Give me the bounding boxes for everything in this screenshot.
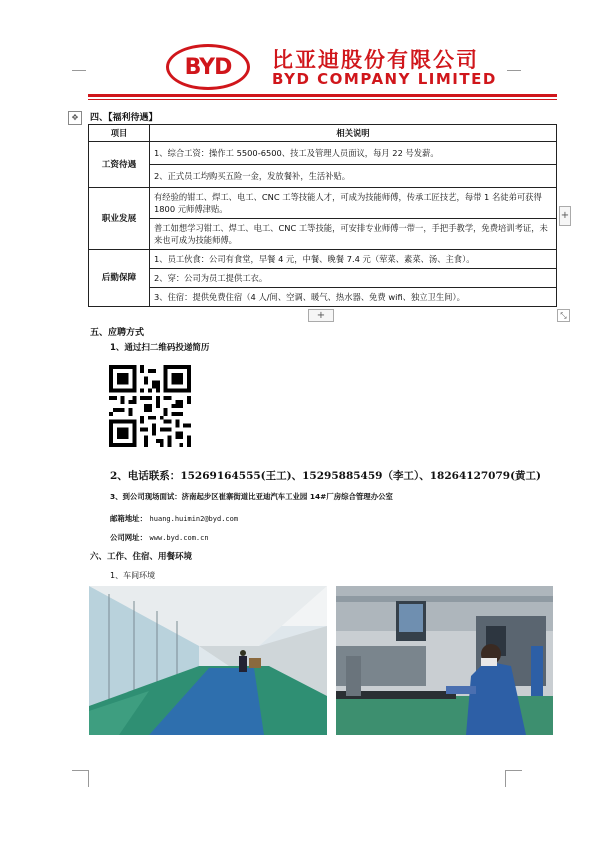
row-item: 1、综合工资：操作工 5500-6500、技工及管理人员面议，每月 22 号发薪。 xyxy=(150,142,557,165)
table-row xyxy=(89,165,557,188)
table-row xyxy=(89,269,557,288)
row-item: 2、正式员工均购买五险一金，发放餐补，生活补贴。 xyxy=(150,165,557,188)
apply-step-3: 3、到公司现场面试：济南起步区崔寨街道比亚迪汽车工业园 14#厂房综合管理办公室 xyxy=(110,492,393,501)
table-row xyxy=(89,250,557,269)
website-url[interactable]: www.byd.com.cn xyxy=(149,534,209,542)
email-address[interactable]: huang.huimin2@byd.com xyxy=(149,515,239,523)
phone-numbers: 15269164555(王工)、15295885459（李工）、18264127079(黄工) xyxy=(180,470,542,482)
assembly-line-photo xyxy=(336,586,553,735)
table-row xyxy=(89,288,557,307)
email-label: 邮箱地址： xyxy=(110,514,147,523)
section-6-title: 六、工作、住宿、用餐环境 xyxy=(90,552,193,562)
table-header-item: 项目 xyxy=(89,125,150,142)
row-item: 1、员工伙食：公司有食堂，早餐 4 元，中餐、晚餐 7.4 元（荤菜、素菜、汤、主食）。 xyxy=(150,250,557,269)
workshop-corridor-photo xyxy=(89,586,327,735)
table-row xyxy=(89,219,557,250)
website-label: 公司网址： xyxy=(110,533,147,542)
table-row xyxy=(89,188,557,219)
page-corner-mark xyxy=(72,54,86,71)
company-name-en: BYD COMPANY LIMITED xyxy=(272,70,497,88)
add-row-button[interactable]: + xyxy=(308,309,334,322)
row-category: 职业发展 xyxy=(89,188,150,250)
row-item: 3、住宿：提供免费住宿（4 人/间、空调、暖气、热水器、免费 wifi、独立卫生间）。 xyxy=(150,288,557,307)
byd-logo: BYD xyxy=(166,44,250,90)
row-item: 2、穿：公司为员工提供工衣。 xyxy=(150,269,557,288)
table-resize-icon[interactable]: ⤡ xyxy=(557,309,570,322)
section-6-sub-1: 1、车间环境 xyxy=(110,571,156,580)
table-row xyxy=(89,142,557,165)
page-corner-mark xyxy=(505,770,522,787)
row-item: 有经验的钳工、焊工、电工、CNC 工等技能人才，可成为技能师傅，传承工匠技艺，每带 1 名徒弟可获得 1800 元师傅津贴。 xyxy=(150,188,557,219)
section-5-title: 五、应聘方式 xyxy=(90,328,145,338)
header-rule-thin xyxy=(88,99,557,100)
website-row xyxy=(110,532,209,543)
row-category: 工资待遇 xyxy=(89,142,150,188)
add-column-button[interactable]: + xyxy=(559,206,571,226)
table-header-desc: 相关说明 xyxy=(150,125,557,142)
email-row xyxy=(110,513,238,524)
phone-label: 2、电话联系： xyxy=(110,470,181,482)
phone-contact xyxy=(110,468,541,483)
page-corner-mark xyxy=(72,770,89,787)
apply-step-1: 1、通过扫二维码投递简历 xyxy=(110,343,210,353)
header-rule xyxy=(88,94,557,97)
company-name-cn: 比亚迪股份有限公司 xyxy=(272,48,479,72)
section-4-title: 四、【福利待遇】 xyxy=(90,113,158,123)
qr-code-image xyxy=(109,365,191,447)
row-category: 后勤保障 xyxy=(89,250,150,307)
welfare-table xyxy=(88,124,557,307)
page-corner-mark xyxy=(507,54,521,71)
table-move-handle-icon[interactable]: ✥ xyxy=(68,111,82,125)
row-item: 普工如想学习钳工、焊工、电工、CNC 工等技能，可安排专业师傅一带一，手把手教学，免费培训考证，未来也可成为技能师傅。 xyxy=(150,219,557,250)
